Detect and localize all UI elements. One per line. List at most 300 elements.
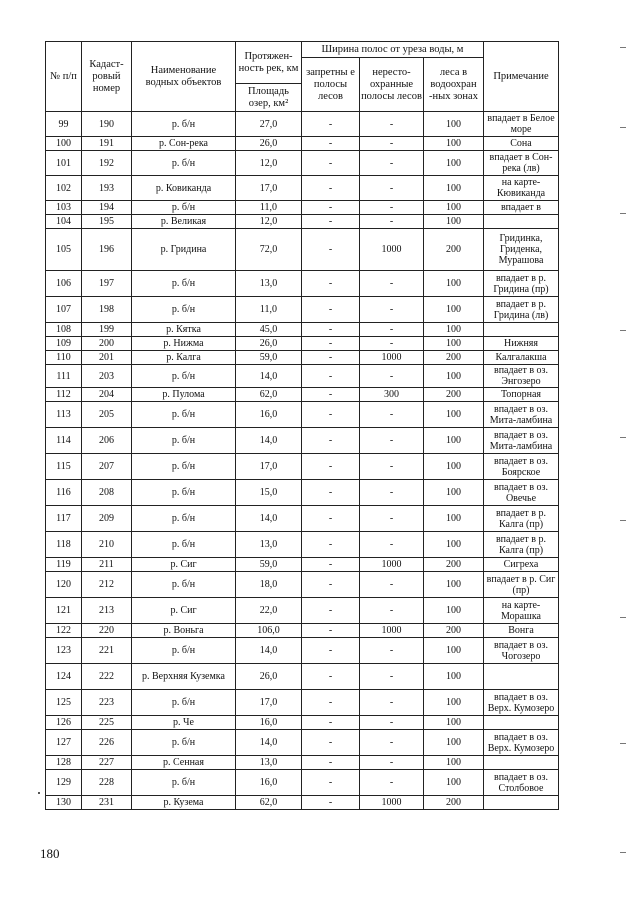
zapret-value-cell: - [302,428,360,454]
vodo-value-cell: 100 [424,137,484,151]
vodo-value-cell: 100 [424,176,484,201]
nerest-value-cell: - [360,201,424,215]
length-value-cell: 27,0 [236,112,302,137]
object-name-cell: р. б/н [132,572,236,598]
object-name-cell: р. Сенная [132,756,236,770]
edge-mark [620,330,626,331]
object-name-cell: р. б/н [132,480,236,506]
scan-speck [38,792,40,794]
table-row [46,402,559,428]
vodo-value-cell: 200 [424,558,484,572]
length-value-cell: 72,0 [236,229,302,271]
edge-mark [620,852,626,853]
table-body [46,112,559,810]
table-row [46,337,559,351]
edge-mark [620,47,626,48]
object-name-cell: р. Калга [132,351,236,365]
length-value-cell: 16,0 [236,402,302,428]
vodo-value-cell: 100 [424,271,484,297]
zapret-value-cell: - [302,365,360,388]
zapret-value-cell: - [302,756,360,770]
nerest-value-cell: - [360,112,424,137]
nerest-value-cell: - [360,730,424,756]
note-cell [484,756,559,770]
object-name-cell: р. б/н [132,297,236,323]
length-value-cell: 62,0 [236,388,302,402]
nerest-value-cell: 300 [360,388,424,402]
edge-mark [620,743,626,744]
nerest-value-cell: - [360,297,424,323]
edge-mark [620,617,626,618]
vodo-value-cell: 100 [424,365,484,388]
cadastral-number-cell: 226 [82,730,132,756]
row-number-cell: 107 [46,297,82,323]
row-number-cell: 101 [46,151,82,176]
length-value-cell: 26,0 [236,137,302,151]
table-row [46,598,559,624]
note-cell [484,323,559,337]
vodo-value-cell: 100 [424,730,484,756]
zapret-value-cell: - [302,664,360,690]
nerest-value-cell: - [360,664,424,690]
vodo-value-cell: 100 [424,480,484,506]
note-cell: впадает в [484,201,559,215]
nerest-value-cell: - [360,638,424,664]
note-cell: Сона [484,137,559,151]
edge-mark [620,520,626,521]
row-number-cell: 111 [46,365,82,388]
row-number-cell: 127 [46,730,82,756]
length-value-cell: 12,0 [236,151,302,176]
object-name-cell: р. Ковиканда [132,176,236,201]
cadastral-number-cell: 227 [82,756,132,770]
note-cell [484,664,559,690]
row-number-cell: 121 [46,598,82,624]
nerest-value-cell: - [360,572,424,598]
zapret-value-cell: - [302,271,360,297]
row-number-cell: 116 [46,480,82,506]
zapret-value-cell: - [302,215,360,229]
object-name-cell: р. б/н [132,428,236,454]
zapret-value-cell: - [302,638,360,664]
row-number-cell: 109 [46,337,82,351]
nerest-value-cell: - [360,480,424,506]
zapret-value-cell: - [302,323,360,337]
cadastral-number-cell: 194 [82,201,132,215]
nerest-value-cell: 1000 [360,624,424,638]
nerest-value-cell: - [360,690,424,716]
row-number-cell: 117 [46,506,82,532]
zapret-value-cell: - [302,730,360,756]
nerest-value-cell: - [360,271,424,297]
table-row [46,730,559,756]
zapret-value-cell: - [302,297,360,323]
length-value-cell: 14,0 [236,638,302,664]
zapret-value-cell: - [302,796,360,810]
note-cell: впадает в оз. Мита-ламбина [484,402,559,428]
length-value-cell: 16,0 [236,716,302,730]
note-cell: на карте- Кювиканда [484,176,559,201]
nerest-value-cell: 1000 [360,558,424,572]
object-name-cell: р. б/н [132,770,236,796]
object-name-cell: р. Че [132,716,236,730]
note-cell: впадает в р. Калга (пр) [484,532,559,558]
table-row [46,215,559,229]
note-cell [484,215,559,229]
vodo-value-cell: 100 [424,532,484,558]
nerest-value-cell: 1000 [360,229,424,271]
header-width-group: Ширина полос от уреза воды, м [302,42,484,58]
table-row [46,351,559,365]
vodo-value-cell: 200 [424,624,484,638]
object-name-cell: р. Нижма [132,337,236,351]
edge-mark [620,127,626,128]
cadastral-number-cell: 221 [82,638,132,664]
length-value-cell: 45,0 [236,323,302,337]
table-row [46,454,559,480]
vodo-value-cell: 100 [424,428,484,454]
edge-mark [620,213,626,214]
note-cell: впадает в оз. Верх. Кумозеро [484,730,559,756]
table-row [46,572,559,598]
nerest-value-cell: - [360,770,424,796]
row-number-cell: 123 [46,638,82,664]
cadastral-number-cell: 220 [82,624,132,638]
length-value-cell: 13,0 [236,532,302,558]
zapret-value-cell: - [302,151,360,176]
note-cell: Топорная [484,388,559,402]
length-value-cell: 14,0 [236,730,302,756]
vodo-value-cell: 100 [424,506,484,532]
row-number-cell: 108 [46,323,82,337]
object-name-cell: р. Кятка [132,323,236,337]
header-area: Площадь озер, км² [236,84,302,112]
cadastral-number-cell: 205 [82,402,132,428]
vodo-value-cell: 100 [424,664,484,690]
note-cell: впадает в Сон-река (лв) [484,151,559,176]
cadastral-number-cell: 190 [82,112,132,137]
vodo-value-cell: 100 [424,716,484,730]
vodo-value-cell: 200 [424,351,484,365]
cadastral-number-cell: 211 [82,558,132,572]
object-name-cell: р. б/н [132,151,236,176]
object-name-cell: р. б/н [132,112,236,137]
table-row [46,271,559,297]
water-objects-table [45,41,559,810]
table-row [46,756,559,770]
nerest-value-cell: - [360,402,424,428]
length-value-cell: 22,0 [236,598,302,624]
cadastral-number-cell: 208 [82,480,132,506]
object-name-cell: р. Воньга [132,624,236,638]
length-value-cell: 26,0 [236,337,302,351]
table-row [46,506,559,532]
cadastral-number-cell: 209 [82,506,132,532]
note-cell: Сигреха [484,558,559,572]
note-cell: Нижняя [484,337,559,351]
cadastral-number-cell: 193 [82,176,132,201]
note-cell [484,716,559,730]
cadastral-number-cell: 222 [82,664,132,690]
vodo-value-cell: 100 [424,454,484,480]
vodo-value-cell: 100 [424,337,484,351]
header-vodo: леса в водоохран -ных зонах [424,58,484,112]
note-cell: Вонга [484,624,559,638]
row-number-cell: 126 [46,716,82,730]
zapret-value-cell: - [302,388,360,402]
cadastral-number-cell: 207 [82,454,132,480]
nerest-value-cell: - [360,506,424,532]
zapret-value-cell: - [302,558,360,572]
nerest-value-cell: - [360,716,424,730]
length-value-cell: 62,0 [236,796,302,810]
vodo-value-cell: 100 [424,756,484,770]
note-cell: впадает в р. Калга (пр) [484,506,559,532]
nerest-value-cell: - [360,532,424,558]
vodo-value-cell: 100 [424,402,484,428]
object-name-cell: р. Сон-река [132,137,236,151]
row-number-cell: 122 [46,624,82,638]
object-name-cell: р. б/н [132,690,236,716]
length-value-cell: 14,0 [236,365,302,388]
cadastral-number-cell: 213 [82,598,132,624]
note-cell: впадает в р. Сиг (пр) [484,572,559,598]
cadastral-number-cell: 231 [82,796,132,810]
row-number-cell: 100 [46,137,82,151]
length-value-cell: 14,0 [236,506,302,532]
object-name-cell: р. б/н [132,454,236,480]
note-cell: впадает в Белое море [484,112,559,137]
table-row [46,388,559,402]
vodo-value-cell: 100 [424,770,484,796]
vodo-value-cell: 100 [424,201,484,215]
table-row [46,297,559,323]
cadastral-number-cell: 204 [82,388,132,402]
nerest-value-cell: - [360,151,424,176]
cadastral-number-cell: 206 [82,428,132,454]
cadastral-number-cell: 210 [82,532,132,558]
header-note: Примечание [484,42,559,112]
length-value-cell: 17,0 [236,690,302,716]
length-value-cell: 17,0 [236,454,302,480]
object-name-cell: р. Сиг [132,598,236,624]
zapret-value-cell: - [302,112,360,137]
zapret-value-cell: - [302,402,360,428]
object-name-cell: р. Верхняя Куземка [132,664,236,690]
cadastral-number-cell: 223 [82,690,132,716]
page-number: 180 [40,846,60,861]
row-number-cell: 104 [46,215,82,229]
zapret-value-cell: - [302,137,360,151]
row-number-cell: 105 [46,229,82,271]
length-value-cell: 59,0 [236,558,302,572]
length-value-cell: 11,0 [236,297,302,323]
note-cell: впадает в оз. Верх. Кумозеро [484,690,559,716]
nerest-value-cell: 1000 [360,796,424,810]
nerest-value-cell: - [360,323,424,337]
note-cell: впадает в оз. Столбовое [484,770,559,796]
length-value-cell: 106,0 [236,624,302,638]
header-zapret: запретны е полосы лесов [302,58,360,112]
cadastral-number-cell: 212 [82,572,132,598]
note-cell: впадает в р. Гридина (лв) [484,297,559,323]
cadastral-number-cell: 200 [82,337,132,351]
row-number-cell: 114 [46,428,82,454]
row-number-cell: 125 [46,690,82,716]
vodo-value-cell: 200 [424,388,484,402]
zapret-value-cell: - [302,690,360,716]
header-num: № п/п [46,42,82,112]
nerest-value-cell: - [360,454,424,480]
header-name: Наименование водных объектов [132,42,236,112]
table-row [46,137,559,151]
note-cell: Гридинка, Гриденка, Мурашова [484,229,559,271]
zapret-value-cell: - [302,480,360,506]
object-name-cell: р. Кузема [132,796,236,810]
cadastral-number-cell: 196 [82,229,132,271]
row-number-cell: 110 [46,351,82,365]
vodo-value-cell: 100 [424,638,484,664]
zapret-value-cell: - [302,506,360,532]
cadastral-number-cell: 192 [82,151,132,176]
row-number-cell: 106 [46,271,82,297]
table-row [46,176,559,201]
table-row [46,638,559,664]
row-number-cell: 99 [46,112,82,137]
length-value-cell: 17,0 [236,176,302,201]
zapret-value-cell: - [302,351,360,365]
cadastral-number-cell: 201 [82,351,132,365]
zapret-value-cell: - [302,572,360,598]
nerest-value-cell: - [360,337,424,351]
row-number-cell: 128 [46,756,82,770]
zapret-value-cell: - [302,532,360,558]
table-row [46,716,559,730]
zapret-value-cell: - [302,624,360,638]
length-value-cell: 13,0 [236,756,302,770]
table-row [46,558,559,572]
vodo-value-cell: 100 [424,151,484,176]
table-row [46,323,559,337]
cadastral-number-cell: 198 [82,297,132,323]
length-value-cell: 11,0 [236,201,302,215]
length-value-cell: 26,0 [236,664,302,690]
row-number-cell: 112 [46,388,82,402]
object-name-cell: р. б/н [132,506,236,532]
table-row [46,365,559,388]
table-row [46,112,559,137]
row-number-cell: 120 [46,572,82,598]
note-cell: впадает в р. Гридина (пр) [484,271,559,297]
object-name-cell: р. б/н [132,730,236,756]
zapret-value-cell: - [302,454,360,480]
header-length: Протяжен-ность рек, км [236,42,302,84]
nerest-value-cell: - [360,137,424,151]
length-value-cell: 13,0 [236,271,302,297]
zapret-value-cell: - [302,229,360,271]
note-cell: впадает в оз. Мита-ламбина [484,428,559,454]
cadastral-number-cell: 225 [82,716,132,730]
header-nerest: нересто-охранные полосы лесов [360,58,424,112]
table-row [46,480,559,506]
note-cell: впадает в оз. Овечье [484,480,559,506]
note-cell [484,796,559,810]
cadastral-number-cell: 199 [82,323,132,337]
vodo-value-cell: 100 [424,572,484,598]
table-row [46,428,559,454]
object-name-cell: р. б/н [132,638,236,664]
edge-mark [620,437,626,438]
object-name-cell: р. Великая [132,215,236,229]
header-cadastral: Кадаст-ровый номер [82,42,132,112]
table-row [46,201,559,215]
object-name-cell: р. б/н [132,271,236,297]
nerest-value-cell: - [360,428,424,454]
zapret-value-cell: - [302,201,360,215]
vodo-value-cell: 200 [424,796,484,810]
table-row [46,624,559,638]
length-value-cell: 18,0 [236,572,302,598]
row-number-cell: 103 [46,201,82,215]
object-name-cell: р. Пулома [132,388,236,402]
table-row [46,532,559,558]
vodo-value-cell: 100 [424,297,484,323]
length-value-cell: 16,0 [236,770,302,796]
length-value-cell: 14,0 [236,428,302,454]
table-row [46,770,559,796]
table-row [46,229,559,271]
vodo-value-cell: 100 [424,112,484,137]
nerest-value-cell: 1000 [360,351,424,365]
nerest-value-cell: - [360,215,424,229]
note-cell: Калгалакша [484,351,559,365]
row-number-cell: 113 [46,402,82,428]
table-row [46,664,559,690]
note-cell: впадает в оз. Боярское [484,454,559,480]
object-name-cell: р. Гридина [132,229,236,271]
row-number-cell: 118 [46,532,82,558]
nerest-value-cell: - [360,598,424,624]
vodo-value-cell: 100 [424,323,484,337]
zapret-value-cell: - [302,598,360,624]
note-cell: на карте- Морашка [484,598,559,624]
note-cell: впадает в оз. Энгозеро [484,365,559,388]
table-row [46,151,559,176]
cadastral-number-cell: 228 [82,770,132,796]
row-number-cell: 115 [46,454,82,480]
row-number-cell: 102 [46,176,82,201]
vodo-value-cell: 100 [424,215,484,229]
nerest-value-cell: - [360,176,424,201]
cadastral-number-cell: 195 [82,215,132,229]
row-number-cell: 129 [46,770,82,796]
nerest-value-cell: - [360,756,424,770]
row-number-cell: 130 [46,796,82,810]
cadastral-number-cell: 203 [82,365,132,388]
table-row [46,690,559,716]
nerest-value-cell: - [360,365,424,388]
cadastral-number-cell: 197 [82,271,132,297]
length-value-cell: 12,0 [236,215,302,229]
zapret-value-cell: - [302,716,360,730]
object-name-cell: р. б/н [132,201,236,215]
vodo-value-cell: 100 [424,598,484,624]
note-cell: впадает в оз. Чогозеро [484,638,559,664]
table-row [46,796,559,810]
object-name-cell: р. б/н [132,365,236,388]
zapret-value-cell: - [302,176,360,201]
length-value-cell: 15,0 [236,480,302,506]
